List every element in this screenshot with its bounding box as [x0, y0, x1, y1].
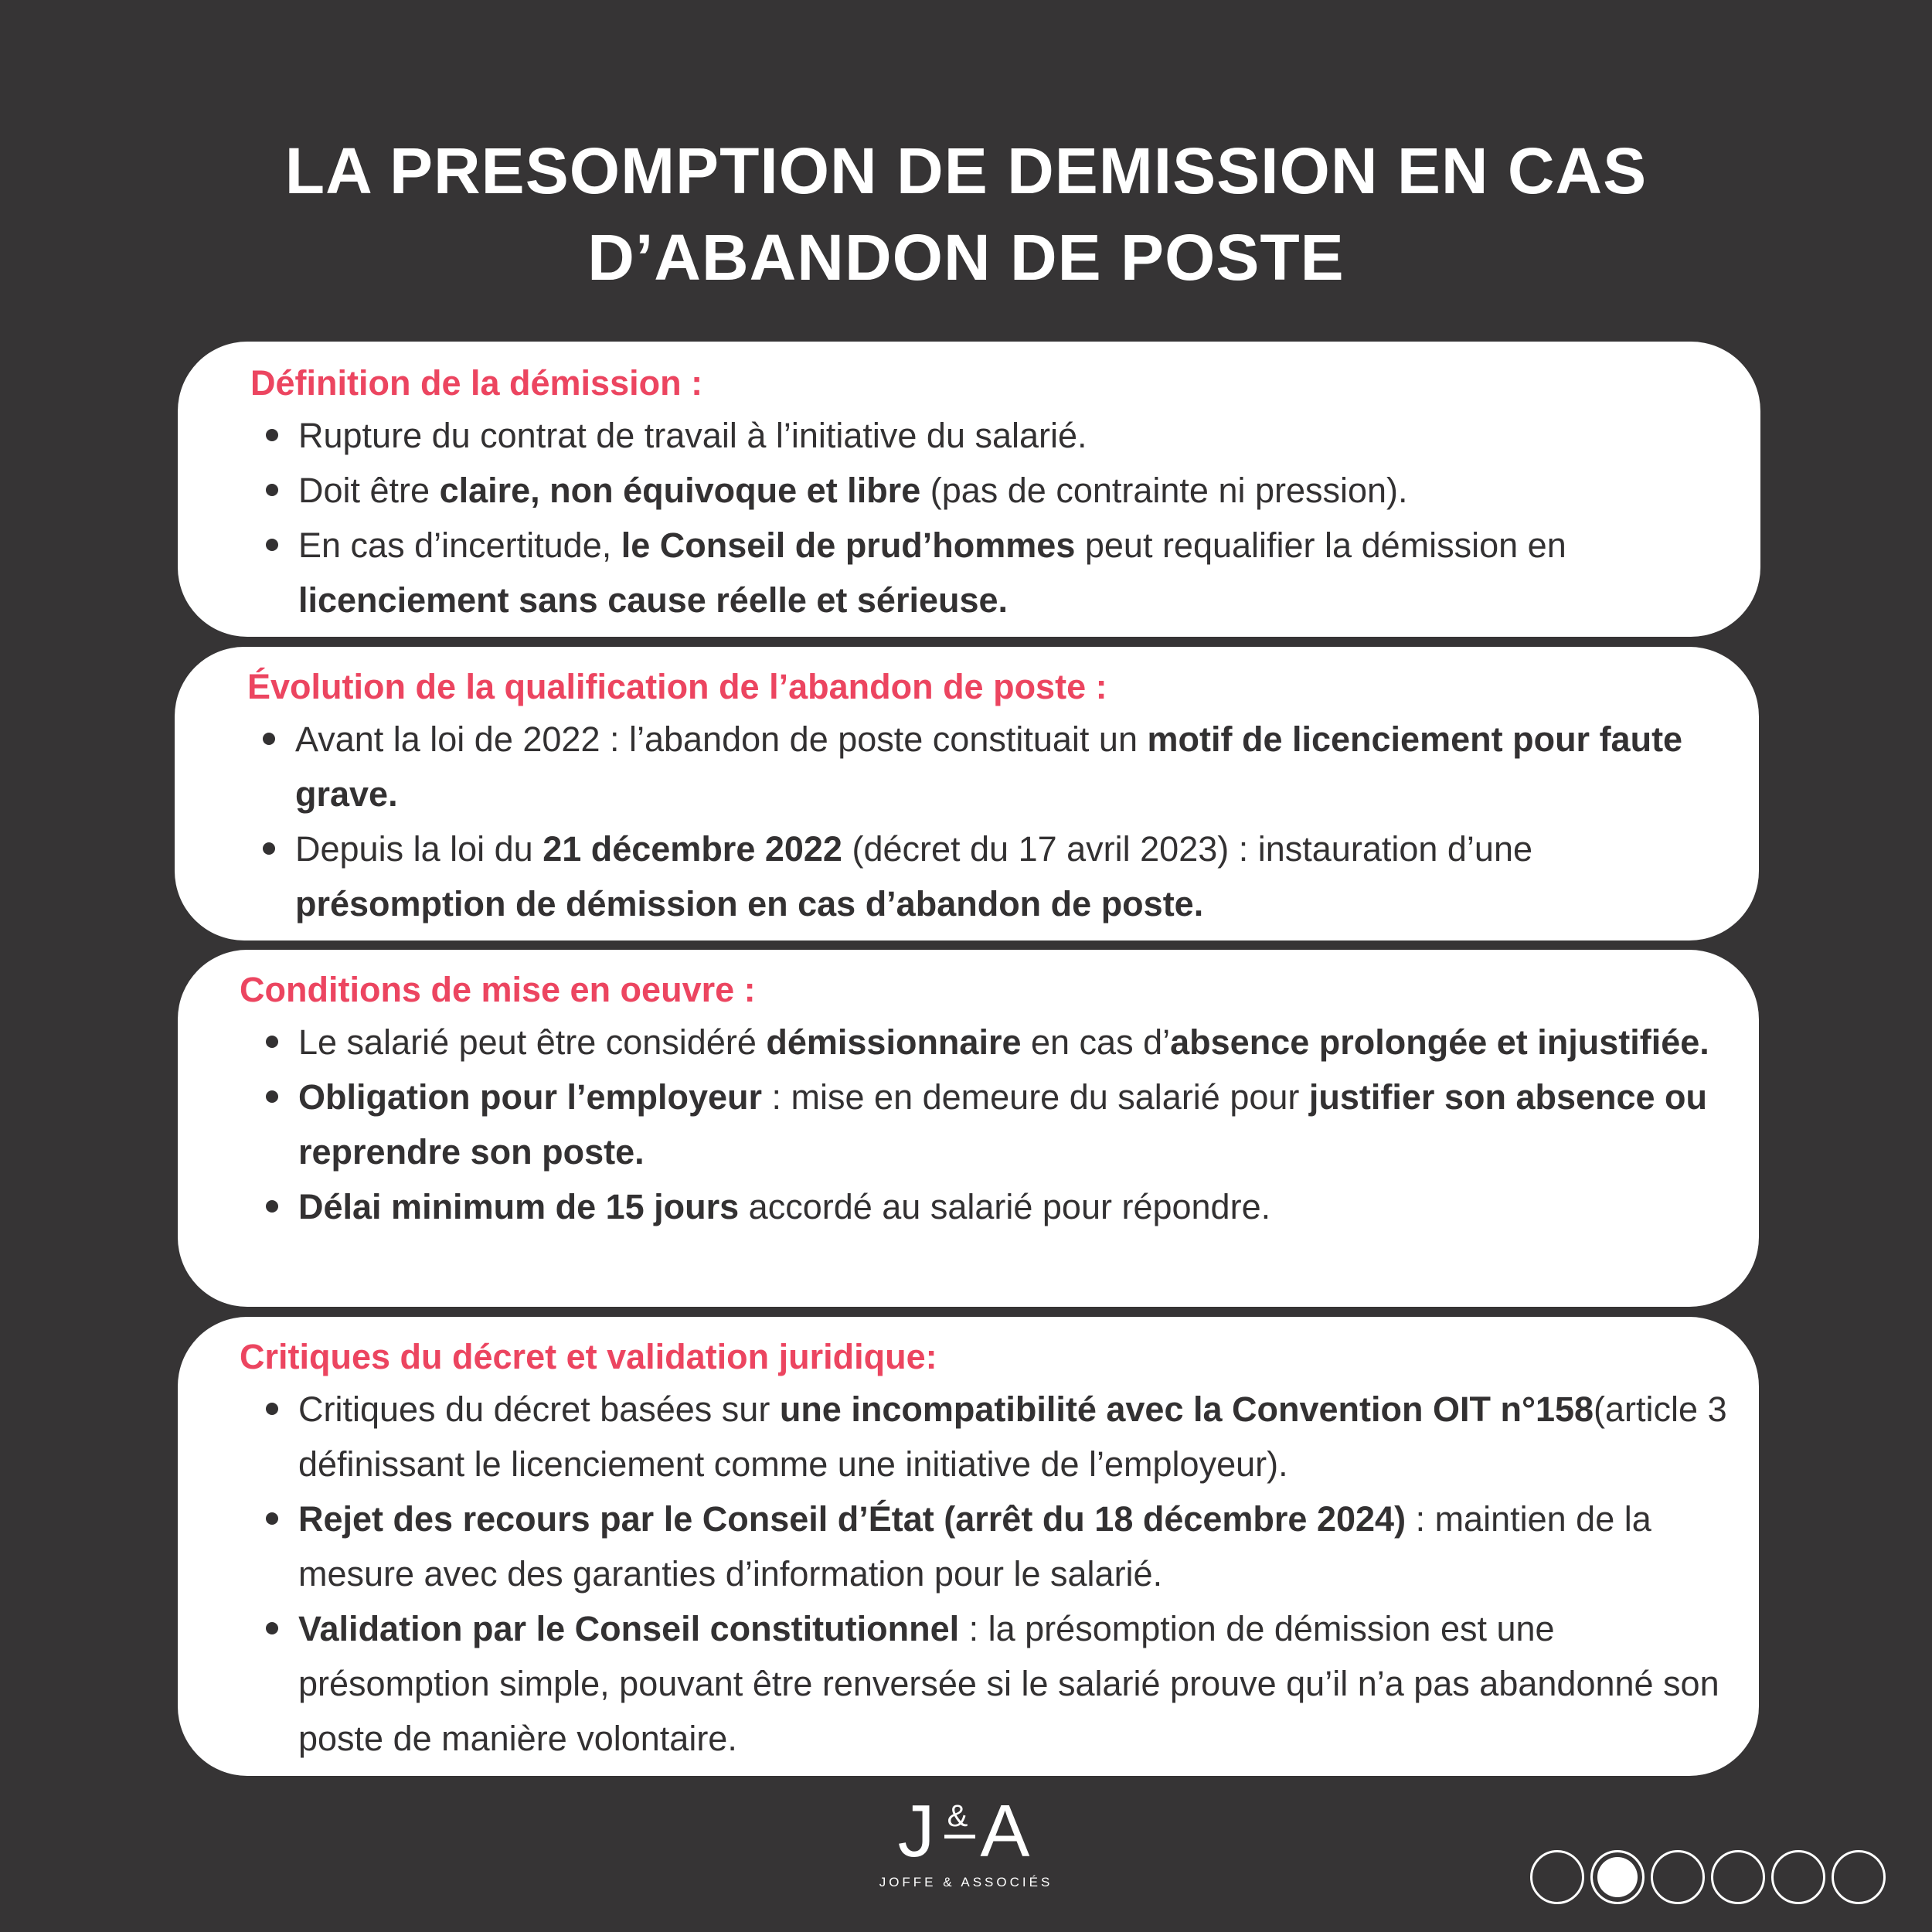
pager-dot[interactable]: [1651, 1850, 1705, 1904]
bullet-icon: [266, 1403, 278, 1415]
list-item: [298, 463, 1720, 518]
card-critiques: [178, 1317, 1759, 1776]
page-title-line-2: D’ABANDON DE POSTE: [587, 221, 1345, 294]
card-definition: [178, 342, 1760, 637]
bullet-list: [298, 1015, 1720, 1234]
bold-text: Délai minimum de 15 jours: [298, 1187, 740, 1226]
text: en cas d’: [1021, 1022, 1171, 1062]
card-heading: Évolution de la qualification de l’abandon de poste :: [247, 667, 1107, 706]
bold-text: le Conseil de prud’hommes: [621, 526, 1076, 565]
text: Depuis la loi du: [295, 829, 543, 869]
bold-text: claire, non équivoque et libre: [439, 471, 921, 510]
text: : maintien de la mesure avec des garanties d’information pour le salarié.: [298, 1499, 1651, 1594]
text: : la présomption de démission est une présomption simple, pouvant être renversée si le salarié prouve qu’il n’a pas abandonné son poste de manière volontaire.: [298, 1609, 1719, 1758]
list-item: [298, 518, 1720, 628]
list-item: [295, 712, 1725, 821]
bullet-icon: [263, 733, 275, 745]
text: En cas d’incertitude,: [298, 526, 621, 565]
bold-text: absence prolongée et injustifiée.: [1170, 1022, 1709, 1062]
card-heading: Conditions de mise en oeuvre :: [240, 970, 756, 1009]
pager-dot[interactable]: [1711, 1850, 1765, 1904]
bold-text: justifier son absence ou reprendre son poste.: [298, 1077, 1708, 1172]
bullet-list: [298, 1382, 1728, 1766]
page-title-line-1: LA PRESOMPTION DE DEMISSION EN CAS: [284, 134, 1648, 207]
bold-text: présomption de démission en cas d’abandon de poste.: [295, 884, 1204, 923]
list-item: [298, 408, 1720, 463]
card-heading: Critiques du décret et validation juridique:: [240, 1337, 937, 1376]
bold-text: Rejet des recours par le Conseil d’État (arrêt du 18 décembre 2024): [298, 1499, 1406, 1539]
text: Critiques du décret basées sur: [298, 1389, 780, 1429]
text: accordé au salarié pour répondre.: [739, 1187, 1271, 1226]
bold-text: démissionnaire: [766, 1022, 1022, 1062]
bold-text: une incompatibilité avec la Convention OIT n°158: [779, 1389, 1594, 1429]
card-evolution: [175, 647, 1759, 940]
bullet-icon: [266, 484, 278, 496]
bullet-icon: [266, 1090, 278, 1103]
pager-dot[interactable]: [1771, 1850, 1825, 1904]
pager-dot[interactable]: [1832, 1850, 1886, 1904]
list-item: [298, 1070, 1720, 1179]
list-item: [298, 1179, 1720, 1234]
text: (article 3 définissant le licenciement comme une initiative de l’employeur).: [298, 1389, 1727, 1484]
text: (pas de contrainte ni pression).: [920, 471, 1408, 510]
bullet-icon: [266, 1200, 278, 1213]
bold-text: Validation par le Conseil constitutionnel: [298, 1609, 960, 1648]
bold-text: licenciement sans cause réelle et sérieuse.: [298, 580, 1009, 620]
bullet-icon: [263, 842, 275, 855]
page-title: [0, 128, 1932, 301]
bullet-icon: [266, 1622, 278, 1634]
list-item: [295, 821, 1725, 931]
pager-dot-active[interactable]: [1590, 1850, 1645, 1904]
logo-letter-j: J: [897, 1790, 940, 1872]
bullet-icon: [266, 1512, 278, 1525]
bullet-list: [298, 408, 1720, 628]
logo-ampersand: &: [944, 1801, 976, 1838]
logo-letter-a: A: [980, 1790, 1035, 1872]
list-item: [298, 1601, 1728, 1766]
card-conditions: [178, 950, 1759, 1307]
list-item: [298, 1492, 1728, 1601]
text: : mise en demeure du salarié pour: [762, 1077, 1309, 1117]
text: peut requalifier la démission en: [1075, 526, 1566, 565]
bold-text: motif de licenciement pour faute grave.: [295, 719, 1683, 814]
text: Rupture du contrat de travail à l’initiative du salarié.: [298, 416, 1087, 455]
text: Le salarié peut être considéré: [298, 1022, 767, 1062]
bold-text: 21 décembre 2022: [543, 829, 842, 869]
list-item: [298, 1015, 1720, 1070]
pager-dot[interactable]: [1530, 1850, 1584, 1904]
text: (décret du 17 avril 2023) : instauration d’une: [842, 829, 1533, 869]
bullet-icon: [266, 429, 278, 441]
bullet-icon: [266, 539, 278, 551]
card-heading: Définition de la démission :: [250, 363, 703, 403]
brand-logo: [866, 1790, 1066, 1901]
bullet-list: [295, 712, 1725, 931]
bold-text: Obligation pour l’employeur: [298, 1077, 763, 1117]
text: Avant la loi de 2022 : l’abandon de poste constituait un: [295, 719, 1148, 759]
logo-subtitle: JOFFE & ASSOCIÉS: [879, 1875, 1053, 1889]
list-item: [298, 1382, 1728, 1492]
bullet-icon: [266, 1036, 278, 1048]
text: Doit être: [298, 471, 440, 510]
